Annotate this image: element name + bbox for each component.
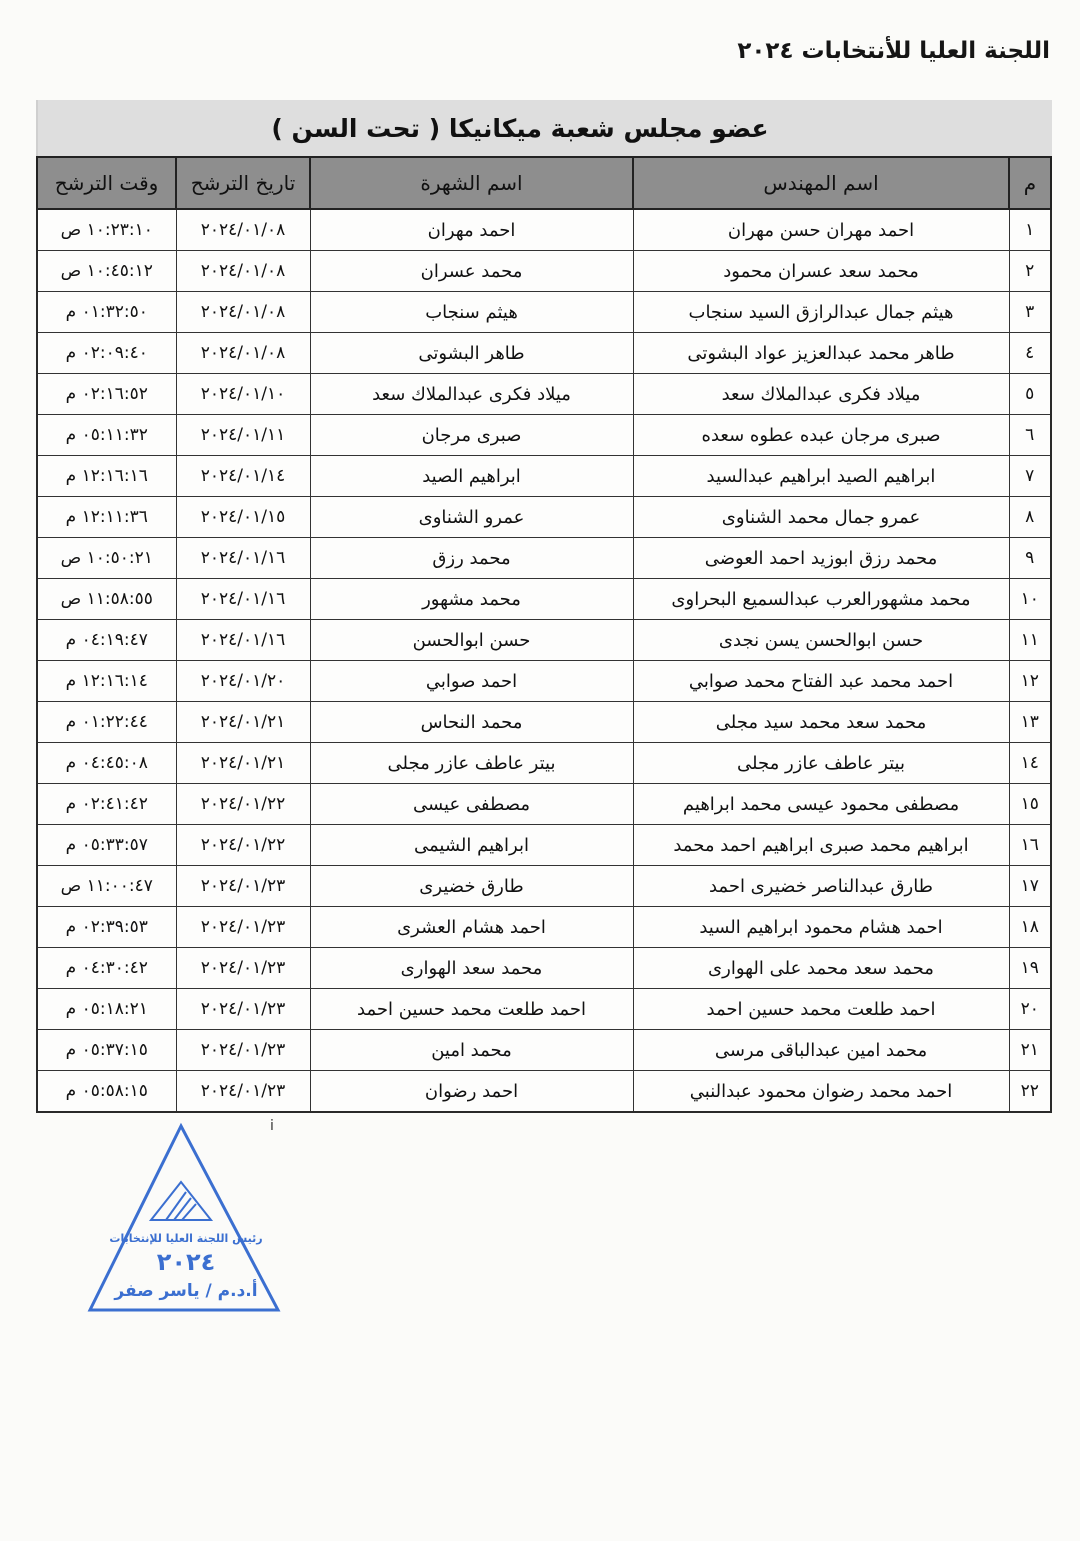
- table-row: [37, 825, 1051, 866]
- engineer-name-cell: مصطفى محمود عيسى محمد ابراهيم: [633, 784, 1009, 825]
- nickname-cell: محمد رزق: [310, 538, 633, 579]
- engineer-name-cell: احمد هشام محمود ابراهيم السيد: [633, 907, 1009, 948]
- nomination-date-cell: ٢٠٢٤/٠١/١٥: [176, 497, 310, 538]
- nomination-date-cell: ٢٠٢٤/٠١/٢٣: [176, 948, 310, 989]
- stamp-line-2: ٢٠٢٤: [156, 1248, 216, 1276]
- row-number: ١١: [1009, 620, 1051, 661]
- engineer-name-cell: محمد سعد محمد على الهوارى: [633, 948, 1009, 989]
- engineer-name-cell: محمد سعد عسران محمود: [633, 251, 1009, 292]
- nickname-cell: صبرى مرجان: [310, 415, 633, 456]
- nomination-time-cell: ٠٢:٠٩:٤٠ م: [37, 333, 176, 374]
- row-number: ١٠: [1009, 579, 1051, 620]
- engineer-name-cell: بيتر عاطف عازر مجلى: [633, 743, 1009, 784]
- engineer-name-cell: ميلاد فكرى عبدالملاك سعد: [633, 374, 1009, 415]
- table-header-row: [37, 157, 1051, 209]
- nomination-date-cell: ٢٠٢٤/٠١/٠٨: [176, 333, 310, 374]
- table-row: [37, 620, 1051, 661]
- engineer-name-cell: احمد محمد رضوان محمود عبدالنبي: [633, 1071, 1009, 1113]
- row-number: ١٩: [1009, 948, 1051, 989]
- nomination-time-cell: ٠٥:٣٧:١٥ م: [37, 1030, 176, 1071]
- nomination-time-cell: ٠٥:١٨:٢١ م: [37, 989, 176, 1030]
- nickname-cell: احمد صوابي: [310, 661, 633, 702]
- engineer-name-cell: احمد مهران حسن مهران: [633, 209, 1009, 251]
- engineer-name-cell: حسن ابوالحسن يسن نجدى: [633, 620, 1009, 661]
- engineer-name-cell: ابراهيم محمد صبرى ابراهيم احمد محمد: [633, 825, 1009, 866]
- nickname-cell: عمرو الشناوى: [310, 497, 633, 538]
- nomination-time-cell: ٠٥:١١:٣٢ م: [37, 415, 176, 456]
- nomination-time-cell: ١٢:١١:٣٦ م: [37, 497, 176, 538]
- row-number: ٢٠: [1009, 989, 1051, 1030]
- column-header-number: م: [1009, 157, 1051, 209]
- row-number: ١٤: [1009, 743, 1051, 784]
- nickname-cell: محمد عسران: [310, 251, 633, 292]
- column-header-engineer-name: اسم المهندس: [633, 157, 1009, 209]
- column-header-nickname: اسم الشهرة: [310, 157, 633, 209]
- row-number: ٨: [1009, 497, 1051, 538]
- table-row: [37, 333, 1051, 374]
- section-title: عضو مجلس شعبة ميكانيكا ( تحت السن ): [271, 113, 769, 143]
- nomination-date-cell: ٢٠٢٤/٠١/٠٨: [176, 251, 310, 292]
- row-number: ٢٢: [1009, 1071, 1051, 1113]
- row-number: ٩: [1009, 538, 1051, 579]
- nomination-time-cell: ٠٥:٥٨:١٥ م: [37, 1071, 176, 1113]
- nomination-date-cell: ٢٠٢٤/٠١/٢٢: [176, 825, 310, 866]
- nomination-date-cell: ٢٠٢٤/٠١/٢٠: [176, 661, 310, 702]
- row-number: ١٨: [1009, 907, 1051, 948]
- table-row: [37, 497, 1051, 538]
- nickname-cell: محمد مشهور: [310, 579, 633, 620]
- nomination-date-cell: ٢٠٢٤/٠١/٠٨: [176, 292, 310, 333]
- nickname-cell: طارق خضيرى: [310, 866, 633, 907]
- table-row: [37, 907, 1051, 948]
- nomination-time-cell: ٠٢:١٦:٥٢ م: [37, 374, 176, 415]
- table-row: [37, 948, 1051, 989]
- nomination-time-cell: ١٠:٢٣:١٠ ص: [37, 209, 176, 251]
- row-number: ٧: [1009, 456, 1051, 497]
- nickname-cell: طاهر البشوتى: [310, 333, 633, 374]
- row-number: ١٣: [1009, 702, 1051, 743]
- nomination-time-cell: ١٢:١٦:١٤ م: [37, 661, 176, 702]
- nomination-date-cell: ٢٠٢٤/٠١/١١: [176, 415, 310, 456]
- nomination-time-cell: ١٠:٥٠:٢١ ص: [37, 538, 176, 579]
- nomination-date-cell: ٢٠٢٤/٠١/٢٣: [176, 866, 310, 907]
- table-row: [37, 456, 1051, 497]
- nomination-time-cell: ٠٤:٣٠:٤٢ م: [37, 948, 176, 989]
- row-number: ٤: [1009, 333, 1051, 374]
- nomination-time-cell: ٠٥:٣٣:٥٧ م: [37, 825, 176, 866]
- nomination-date-cell: ٢٠٢٤/٠١/١٦: [176, 538, 310, 579]
- nomination-time-cell: ٠١:٣٢:٥٠ م: [37, 292, 176, 333]
- table-row: [37, 661, 1051, 702]
- nickname-cell: احمد مهران: [310, 209, 633, 251]
- column-header-nomination-date: تاريخ الترشح: [176, 157, 310, 209]
- engineer-name-cell: عمرو جمال محمد الشناوى: [633, 497, 1009, 538]
- row-number: ٢: [1009, 251, 1051, 292]
- table-row: [37, 415, 1051, 456]
- table-row: [37, 538, 1051, 579]
- row-number: ٣: [1009, 292, 1051, 333]
- nickname-cell: محمد سعد الهوارى: [310, 948, 633, 989]
- table-row: [37, 702, 1051, 743]
- table-row: [37, 743, 1051, 784]
- candidates-table: [36, 156, 1052, 1113]
- row-number: ٦: [1009, 415, 1051, 456]
- section-title-band: [36, 100, 1052, 156]
- nomination-time-cell: ٠٢:٤١:٤٢ م: [37, 784, 176, 825]
- document-title: اللجنة العليا للأنتخابات ٢٠٢٤: [737, 38, 1050, 64]
- row-number: ١٦: [1009, 825, 1051, 866]
- nickname-cell: محمد النحاس: [310, 702, 633, 743]
- table-row: [37, 292, 1051, 333]
- table-row: [37, 1030, 1051, 1071]
- row-number: ١٧: [1009, 866, 1051, 907]
- mark: ⅰ: [270, 1118, 274, 1134]
- column-header-nomination-time: وقت الترشح: [37, 157, 176, 209]
- nomination-time-cell: ١٢:١٦:١٦ م: [37, 456, 176, 497]
- nickname-cell: حسن ابوالحسن: [310, 620, 633, 661]
- nomination-date-cell: ٢٠٢٤/٠١/٢٢: [176, 784, 310, 825]
- nomination-date-cell: ٢٠٢٤/٠١/٢٣: [176, 1071, 310, 1113]
- engineer-name-cell: طاهر محمد عبدالعزيز عواد البشوتى: [633, 333, 1009, 374]
- nickname-cell: مصطفى عيسى: [310, 784, 633, 825]
- table-row: [37, 209, 1051, 251]
- nomination-time-cell: ٠١:٢٢:٤٤ م: [37, 702, 176, 743]
- nomination-time-cell: ٠٤:١٩:٤٧ م: [37, 620, 176, 661]
- nickname-cell: ابراهيم الصيد: [310, 456, 633, 497]
- table-row: [37, 989, 1051, 1030]
- nomination-time-cell: ٠٤:٤٥:٠٨ م: [37, 743, 176, 784]
- nickname-cell: محمد امين: [310, 1030, 633, 1071]
- table-row: [37, 251, 1051, 292]
- nomination-date-cell: ٢٠٢٤/٠١/١٠: [176, 374, 310, 415]
- nickname-cell: ميلاد فكرى عبدالملاك سعد: [310, 374, 633, 415]
- nomination-date-cell: ٢٠٢٤/٠١/٢٣: [176, 1030, 310, 1071]
- row-number: ١٢: [1009, 661, 1051, 702]
- table-row: [37, 784, 1051, 825]
- syndicate-logo-icon: [151, 1182, 211, 1220]
- nickname-cell: بيتر عاطف عازر مجلى: [310, 743, 633, 784]
- nickname-cell: هيثم سنجاب: [310, 292, 633, 333]
- nomination-time-cell: ١٠:٤٥:١٢ ص: [37, 251, 176, 292]
- table-row: [37, 374, 1051, 415]
- nickname-cell: احمد رضوان: [310, 1071, 633, 1113]
- row-number: ١٥: [1009, 784, 1051, 825]
- engineer-name-cell: صبرى مرجان عبده عطوه سعده: [633, 415, 1009, 456]
- engineer-name-cell: محمد مشهورالعرب عبدالسميع البحراوى: [633, 579, 1009, 620]
- nomination-date-cell: ٢٠٢٤/٠١/٢١: [176, 702, 310, 743]
- engineer-name-cell: احمد محمد عبد الفتاح محمد صوابي: [633, 661, 1009, 702]
- engineer-name-cell: محمد سعد محمد سيد مجلى: [633, 702, 1009, 743]
- nickname-cell: احمد طلعت محمد حسين احمد: [310, 989, 633, 1030]
- official-stamp: [86, 1120, 286, 1320]
- engineer-name-cell: محمد رزق ابوزيد احمد العوضى: [633, 538, 1009, 579]
- stamp-line-1: رئيس اللجنة العليا للإنتخابات: [109, 1232, 263, 1245]
- nickname-cell: ابراهيم الشيمى: [310, 825, 633, 866]
- stamp-line-3: أ.د.م / ياسر صفر: [114, 1281, 258, 1301]
- nomination-date-cell: ٢٠٢٤/٠١/٠٨: [176, 209, 310, 251]
- engineer-name-cell: احمد طلعت محمد حسين احمد: [633, 989, 1009, 1030]
- engineer-name-cell: ابراهيم الصيد ابراهيم عبدالسيد: [633, 456, 1009, 497]
- nomination-date-cell: ٢٠٢٤/٠١/١٤: [176, 456, 310, 497]
- nomination-date-cell: ٢٠٢٤/٠١/٢١: [176, 743, 310, 784]
- nomination-time-cell: ٠٢:٣٩:٥٣ م: [37, 907, 176, 948]
- row-number: ٥: [1009, 374, 1051, 415]
- candidates-sheet: [36, 100, 1052, 1113]
- engineer-name-cell: هيثم جمال عبدالرازق السيد سنجاب: [633, 292, 1009, 333]
- engineer-name-cell: محمد امين عبدالباقى مرسى: [633, 1030, 1009, 1071]
- nomination-time-cell: ١١:٠٠:٤٧ ص: [37, 866, 176, 907]
- row-number: ٢١: [1009, 1030, 1051, 1071]
- row-number: ١: [1009, 209, 1051, 251]
- nomination-date-cell: ٢٠٢٤/٠١/٢٣: [176, 989, 310, 1030]
- table-row: [37, 579, 1051, 620]
- nomination-time-cell: ١١:٥٨:٥٥ ص: [37, 579, 176, 620]
- nomination-date-cell: ٢٠٢٤/٠١/١٦: [176, 579, 310, 620]
- table-row: [37, 866, 1051, 907]
- table-row: [37, 1071, 1051, 1113]
- engineer-name-cell: طارق عبدالناصر خضيرى احمد: [633, 866, 1009, 907]
- nomination-date-cell: ٢٠٢٤/٠١/٢٣: [176, 907, 310, 948]
- nomination-date-cell: ٢٠٢٤/٠١/١٦: [176, 620, 310, 661]
- nickname-cell: احمد هشام العشرى: [310, 907, 633, 948]
